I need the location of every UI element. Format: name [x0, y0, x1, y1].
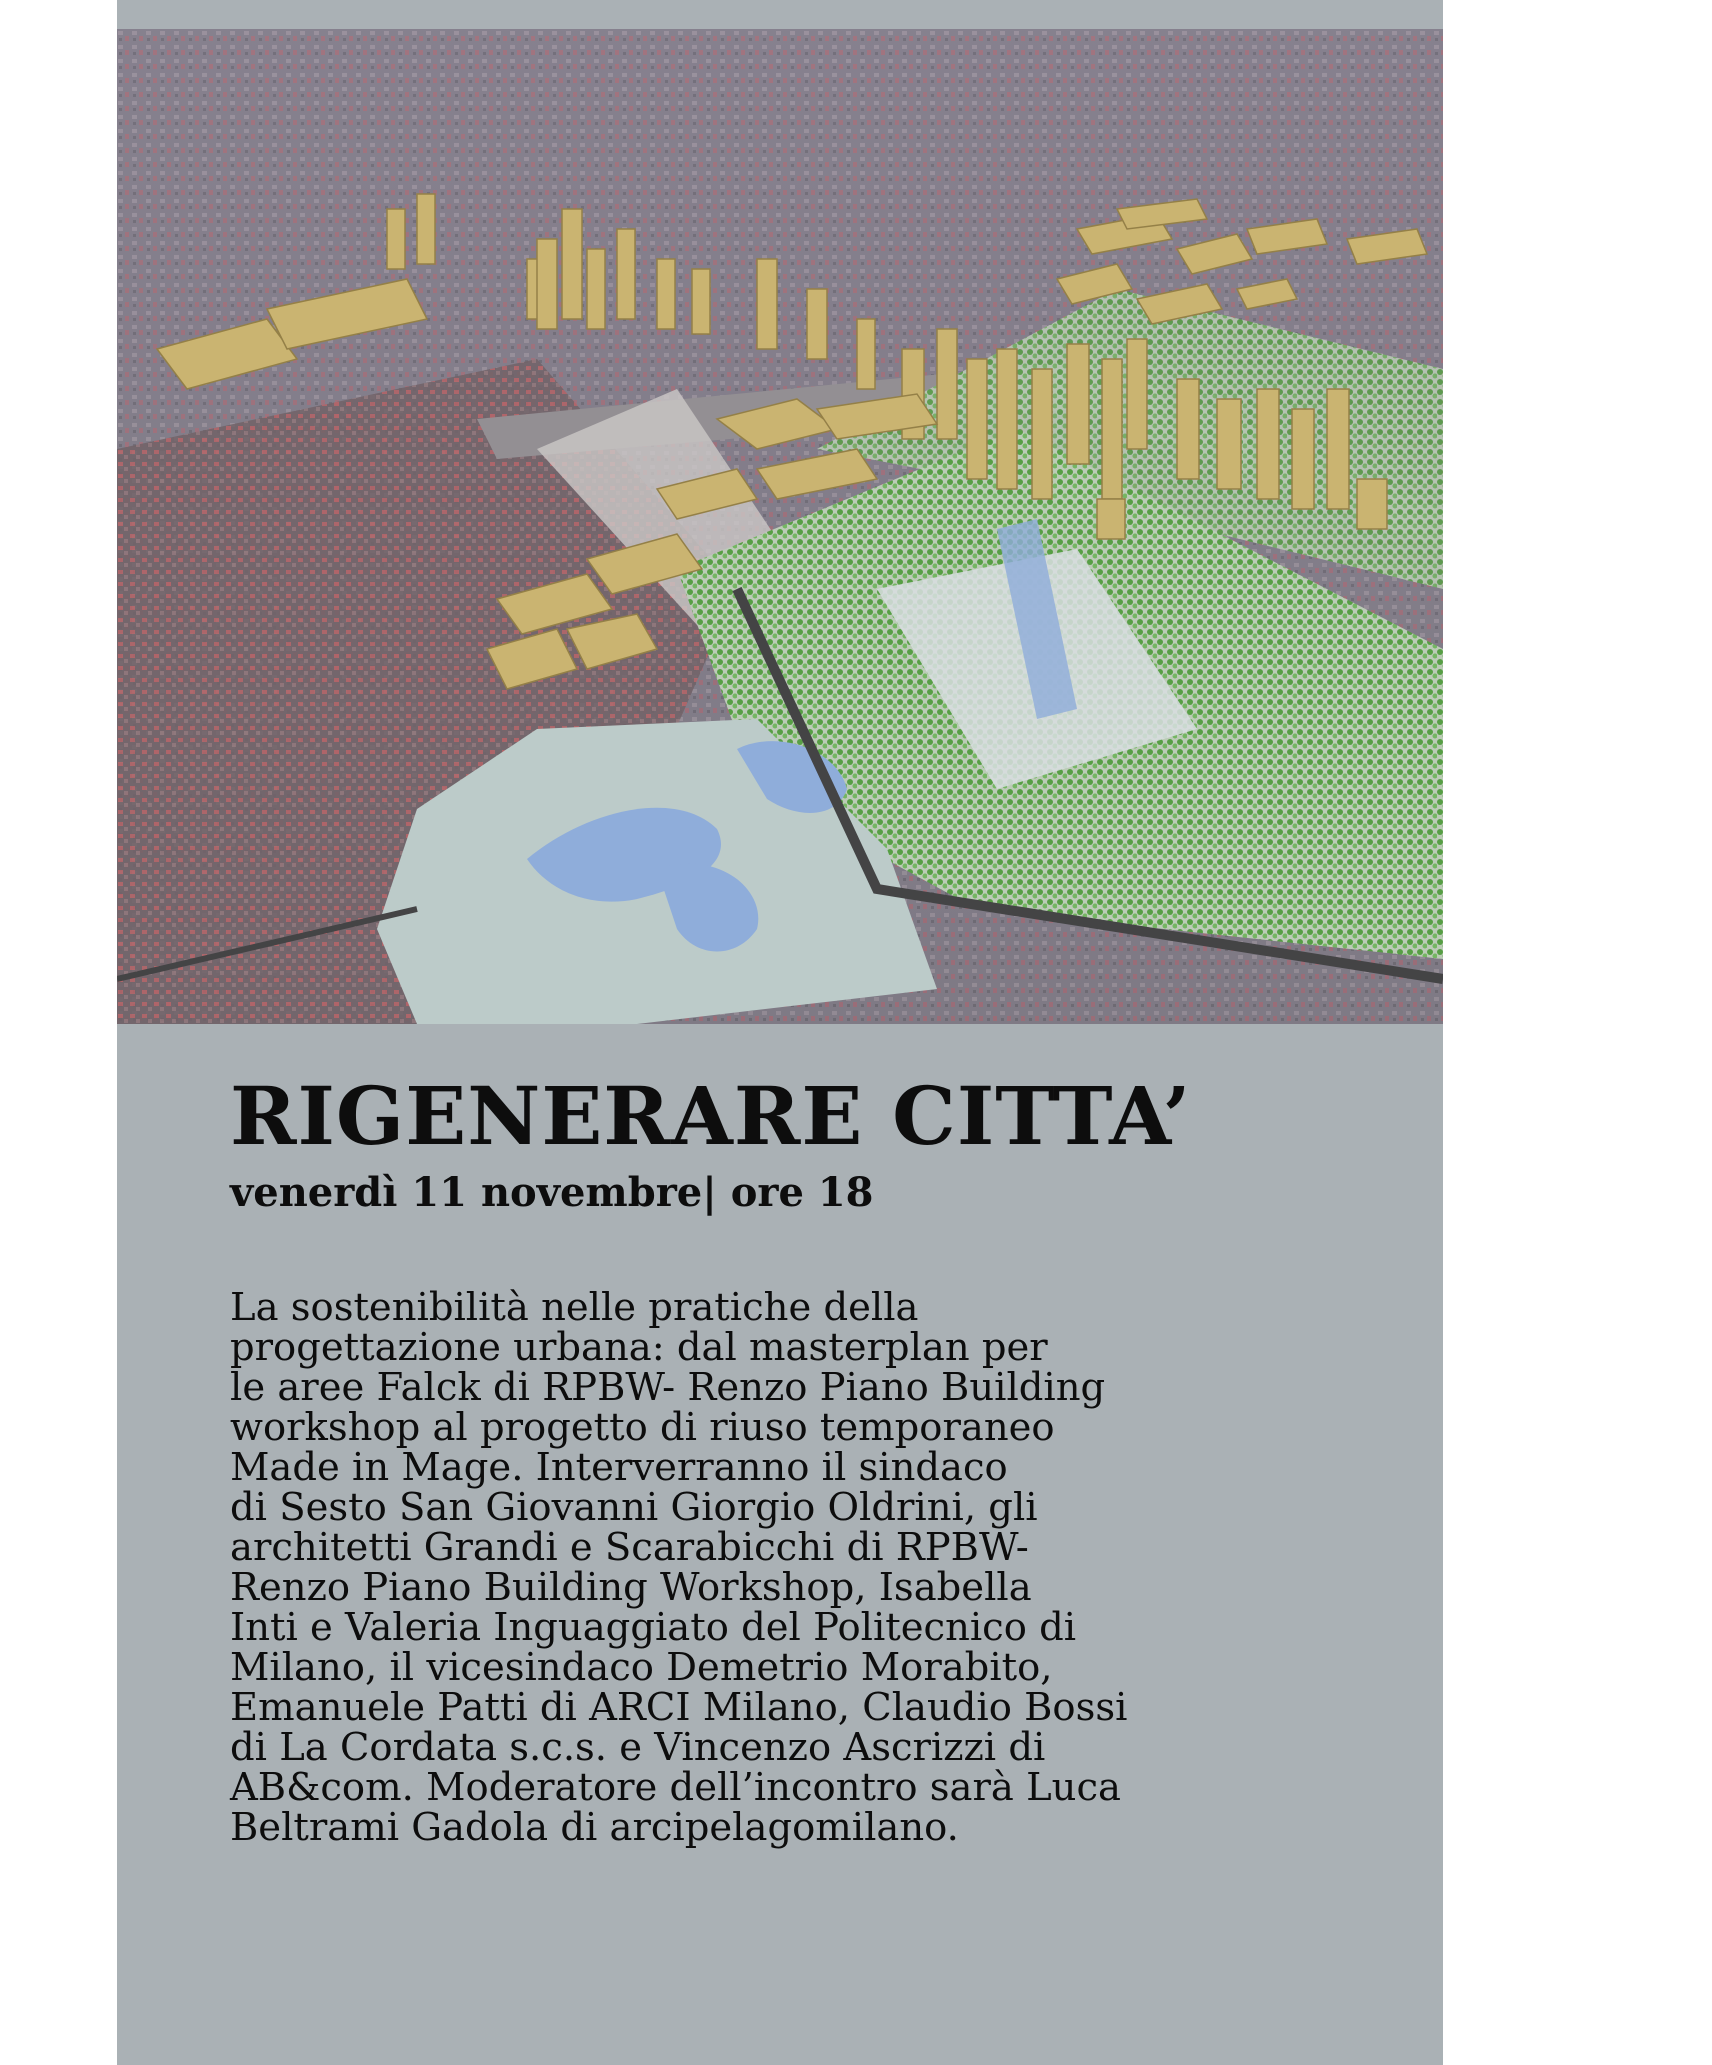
description-line: di Sesto San Giovanni Giorgio Oldrini, gli: [230, 1485, 1038, 1530]
description-line: Made in Mage. Interverranno il sindaco: [230, 1445, 1008, 1490]
description-line: AB&com. Moderatore dell’incontro sarà Luca: [230, 1765, 1121, 1810]
event-date-time: venerdì 11 novembre| ore 18: [230, 1169, 874, 1216]
masterplan-model-illustration: [117, 29, 1443, 1024]
description-line: le aree Falck di RPBW- Renzo Piano Building: [230, 1365, 1106, 1410]
description-line: Milano, il vicesindaco Demetrio Morabito,: [230, 1645, 1053, 1690]
description-line: Renzo Piano Building Workshop, Isabella: [230, 1565, 1032, 1610]
description-line: Inti e Valeria Inguaggiato del Politecnico di: [230, 1605, 1077, 1650]
description-line: Emanuele Patti di ARCI Milano, Claudio Bossi: [230, 1685, 1128, 1730]
description-line: workshop al progetto di riuso temporaneo: [230, 1405, 1055, 1450]
poster-text: [230, 1068, 1380, 1848]
description-line: architetti Grandi e Scarabicchi di RPBW-: [230, 1525, 1029, 1570]
description-line: Beltrami Gadola di arcipelagomilano.: [230, 1805, 959, 1850]
description-line: La sostenibilità nelle pratiche della: [230, 1285, 919, 1330]
event-title: RIGENERARE CITTA’: [230, 1069, 1192, 1163]
poster-panel: [117, 0, 1443, 2065]
description-line: progettazione urbana: dal masterplan per: [230, 1325, 1048, 1370]
masterplan-model-photo: [117, 29, 1443, 1024]
description-line: di La Cordata s.c.s. e Vincenzo Ascrizzi di: [230, 1725, 1046, 1770]
event-description: [230, 1285, 1380, 1850]
